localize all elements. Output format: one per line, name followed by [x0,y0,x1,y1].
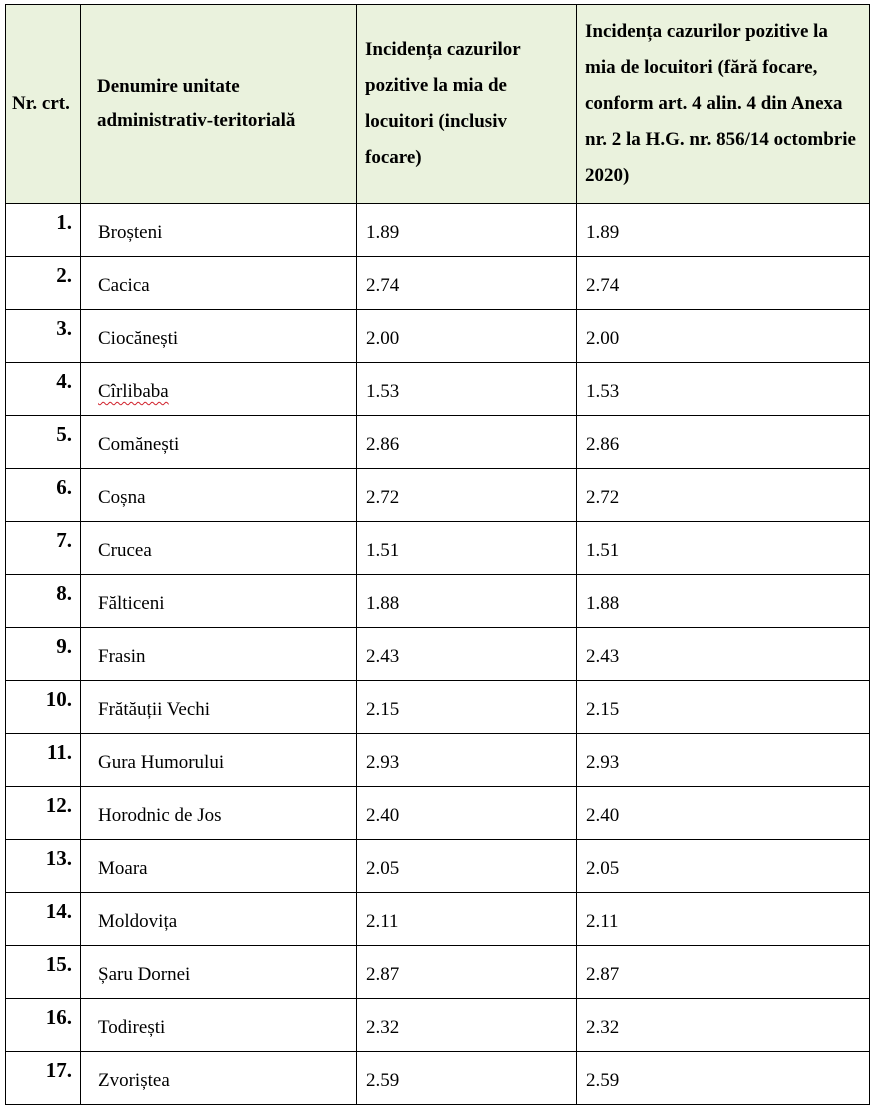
table-row [6,257,870,310]
table-header [6,5,870,204]
row-number: 2. [6,257,81,310]
incidence-incl-value: 2.93 [357,734,577,787]
table-row [6,893,870,946]
incidence-excl-value: 1.53 [577,363,870,416]
unit-name: Moldovița [81,893,357,946]
row-number: 5. [6,416,81,469]
incidence-incl-value: 2.15 [357,681,577,734]
table-row [6,999,870,1052]
row-number: 7. [6,522,81,575]
incidence-excl-value: 2.11 [577,893,870,946]
incidence-excl-value: 2.15 [577,681,870,734]
table-row [6,363,870,416]
unit-name: Broșteni [81,204,357,257]
incidence-incl-value: 2.72 [357,469,577,522]
incidence-excl-value: 1.88 [577,575,870,628]
incidence-excl-value: 2.05 [577,840,870,893]
incidence-incl-value: 2.32 [357,999,577,1052]
table-row [6,416,870,469]
incidence-excl-value: 2.87 [577,946,870,999]
unit-name: Frasin [81,628,357,681]
unit-name: Comănești [81,416,357,469]
table-body [6,204,870,1105]
document-page [5,4,873,1091]
table-row [6,734,870,787]
incidence-excl-value: 1.89 [577,204,870,257]
table-row [6,681,870,734]
table-row [6,787,870,840]
incidence-excl-value: 2.43 [577,628,870,681]
table-row [6,575,870,628]
row-number: 10. [6,681,81,734]
row-number: 8. [6,575,81,628]
table-row [6,946,870,999]
table-row [6,204,870,257]
incidence-excl-value: 2.86 [577,416,870,469]
incidence-incl-value: 2.59 [357,1052,577,1105]
unit-name: Moara [81,840,357,893]
row-number: 4. [6,363,81,416]
incidence-excl-value: 2.72 [577,469,870,522]
table-row [6,628,870,681]
table-row [6,310,870,363]
row-number: 1. [6,204,81,257]
header-unit-name: Denumire unitate administrativ-teritorială [81,5,357,204]
unit-name: Fălticeni [81,575,357,628]
unit-name: Șaru Dornei [81,946,357,999]
unit-name: Crucea [81,522,357,575]
row-number: 11. [6,734,81,787]
incidence-excl-value: 2.74 [577,257,870,310]
header-incidence-incl: Incidența cazurilor pozitive la mia de locuitori (inclusiv focare) [357,5,577,204]
row-number: 14. [6,893,81,946]
incidence-incl-value: 2.87 [357,946,577,999]
incidence-incl-value: 2.05 [357,840,577,893]
incidence-incl-value: 2.40 [357,787,577,840]
incidence-excl-value: 2.93 [577,734,870,787]
table-row [6,840,870,893]
table-row [6,1052,870,1105]
row-number: 15. [6,946,81,999]
spellcheck-flagged-word: Cîrlibaba [98,381,169,402]
row-number: 16. [6,999,81,1052]
table-row [6,469,870,522]
incidence-excl-value: 2.32 [577,999,870,1052]
unit-name: Todirești [81,999,357,1052]
unit-name: Cacica [81,257,357,310]
incidence-incl-value: 1.88 [357,575,577,628]
incidence-incl-value: 2.86 [357,416,577,469]
unit-name: Horodnic de Jos [81,787,357,840]
row-number: 3. [6,310,81,363]
incidence-excl-value: 1.51 [577,522,870,575]
unit-name: Zvoriștea [81,1052,357,1105]
incidence-incl-value: 2.74 [357,257,577,310]
row-number: 17. [6,1052,81,1105]
unit-name: Gura Humorului [81,734,357,787]
incidence-incl-value: 2.11 [357,893,577,946]
unit-name: Ciocănești [81,310,357,363]
incidence-excl-value: 2.59 [577,1052,870,1105]
incidence-incl-value: 2.43 [357,628,577,681]
row-number: 13. [6,840,81,893]
incidence-excl-value: 2.40 [577,787,870,840]
header-row [6,5,870,204]
incidence-incl-value: 2.00 [357,310,577,363]
incidence-excl-value: 2.00 [577,310,870,363]
incidence-incl-value: 1.51 [357,522,577,575]
row-number: 12. [6,787,81,840]
incidence-incl-value: 1.89 [357,204,577,257]
incidence-table [5,4,870,1105]
unit-name: Coșna [81,469,357,522]
incidence-incl-value: 1.53 [357,363,577,416]
row-number: 6. [6,469,81,522]
header-nr-crt: Nr. crt. [6,5,81,204]
table-row [6,522,870,575]
unit-name: Frătăuții Vechi [81,681,357,734]
row-number: 9. [6,628,81,681]
unit-name [81,363,357,416]
header-incidence-excl: Incidența cazurilor pozitive la mia de locuitori (fără focare, conform art. 4 alin. 4 din Anexa nr. 2 la H.G. nr. 856/14 octombrie 2020) [577,5,870,204]
